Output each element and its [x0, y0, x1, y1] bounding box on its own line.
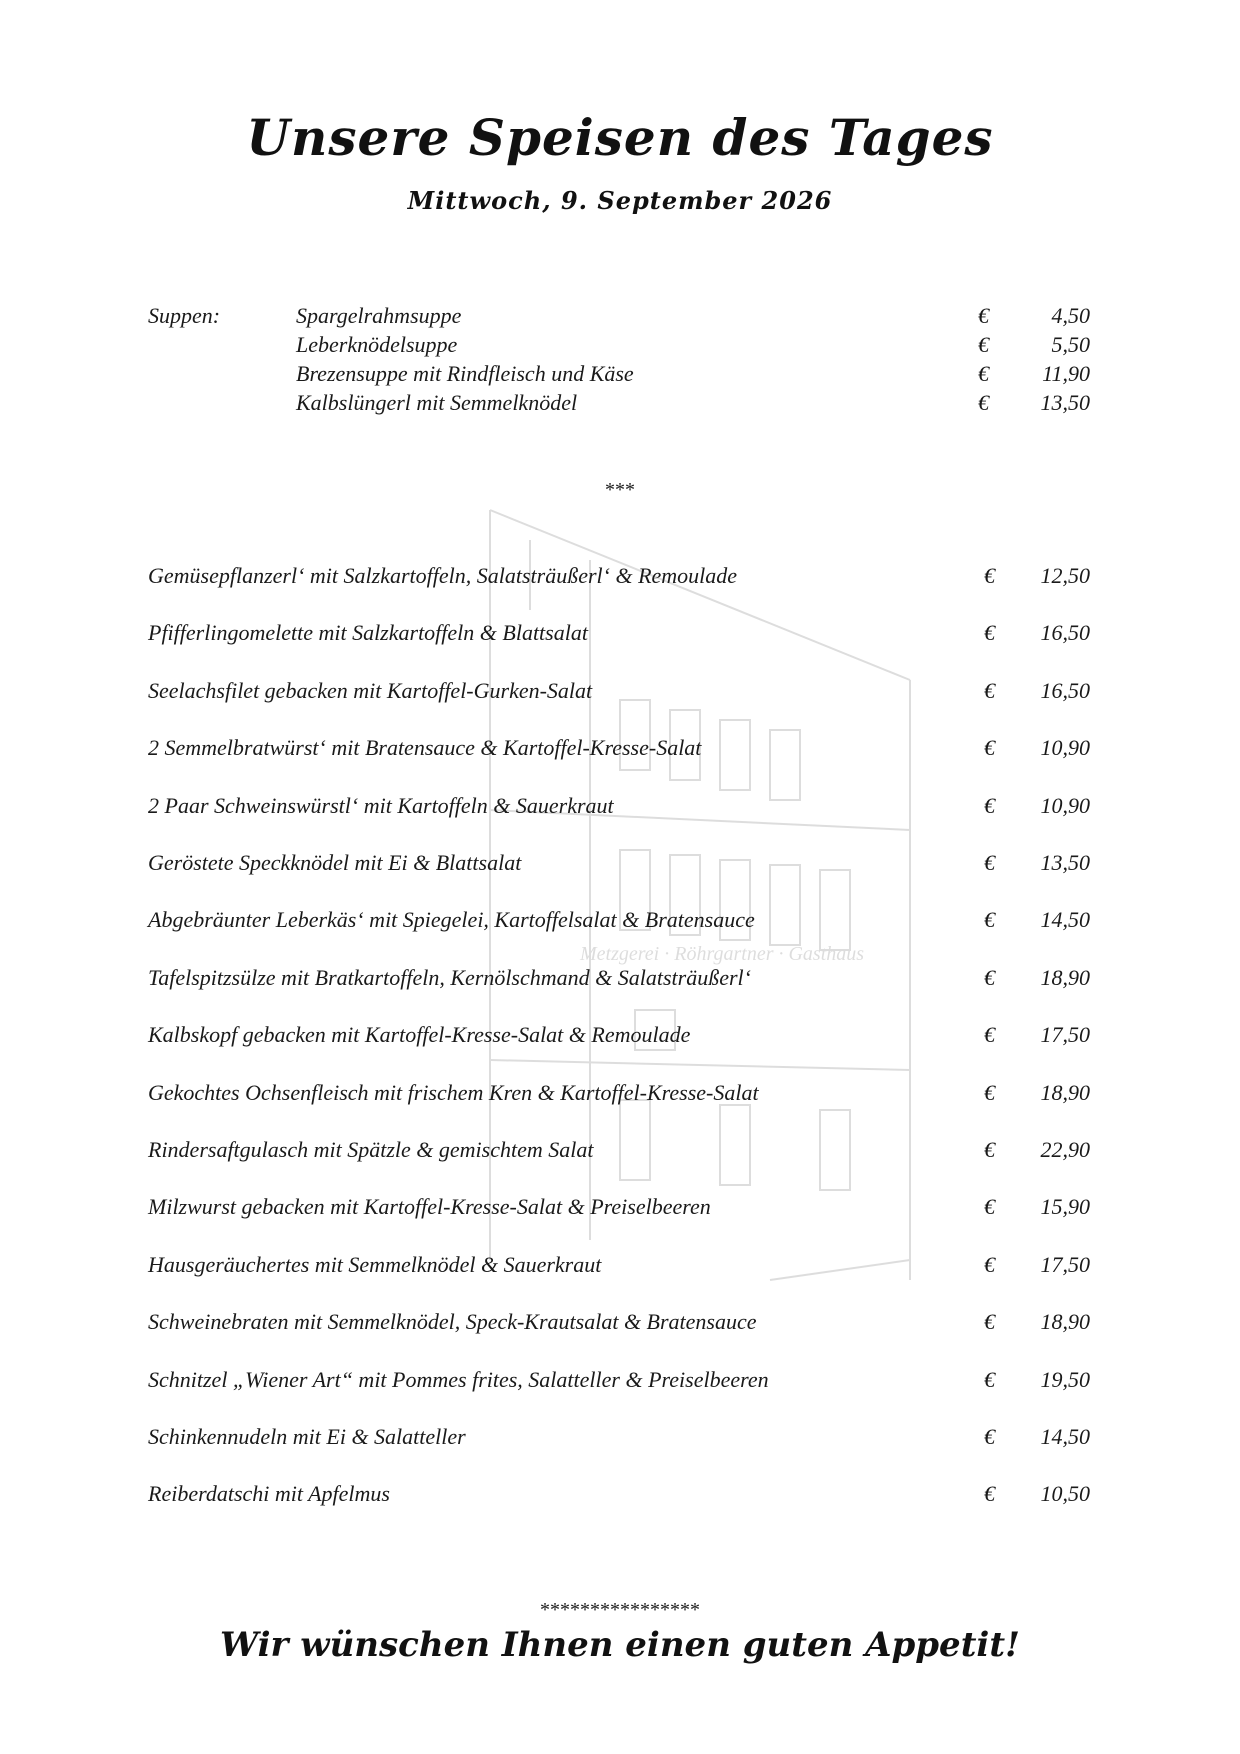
- dish-price: 17,50: [1040, 1252, 1090, 1277]
- currency-symbol: €: [984, 850, 995, 875]
- dish-row: [0, 791, 1240, 821]
- dish-name: Rindersaftgulasch mit Spätzle & gemischtem Salat: [148, 1137, 594, 1162]
- dish-name: Geröstete Speckknödel mit Ei & Blattsalat: [148, 850, 522, 875]
- dish-name: Schweinebraten mit Semmelknödel, Speck-Krautsalat & Bratensauce: [148, 1309, 757, 1334]
- dish-row: [0, 1135, 1240, 1165]
- currency-symbol: €: [984, 1424, 995, 1449]
- dish-row: [0, 1422, 1240, 1452]
- soup-price: 11,90: [1042, 361, 1090, 386]
- closing-message: Wir wünschen Ihnen einen guten Appetit!: [220, 1625, 1020, 1665]
- dish-price: 18,90: [1040, 1080, 1090, 1105]
- currency-symbol: €: [978, 303, 989, 328]
- dish-price: 10,90: [1040, 793, 1090, 818]
- dish-price: 10,90: [1040, 735, 1090, 760]
- dish-price: 13,50: [1040, 850, 1090, 875]
- dish-name: Abgebräunter Leberkäs‘ mit Spiegelei, Kartoffelsalat & Bratensauce: [148, 907, 755, 932]
- dish-name: Gemüsepflanzerl‘ mit Salzkartoffeln, Salatsträußerl‘ & Remoulade: [148, 563, 738, 588]
- currency-symbol: €: [984, 1252, 995, 1277]
- section-separator: ***: [605, 479, 635, 501]
- currency-symbol: €: [984, 620, 995, 645]
- soup-name: Spargelrahmsuppe: [296, 303, 462, 328]
- dish-name: Hausgeräuchertes mit Semmelknödel & Sauerkraut: [148, 1252, 602, 1277]
- soups-label: Suppen:: [148, 303, 221, 328]
- soup-row: [0, 301, 1240, 331]
- soup-name: Kalbslüngerl mit Semmelknödel: [296, 390, 578, 415]
- currency-symbol: €: [984, 965, 995, 990]
- dish-row: [0, 676, 1240, 706]
- dish-price: 14,50: [1040, 907, 1090, 932]
- dish-price: 18,90: [1040, 1309, 1090, 1334]
- currency-symbol: €: [984, 907, 995, 932]
- dish-name: Kalbskopf gebacken mit Kartoffel-Kresse-Salat & Remoulade: [148, 1022, 691, 1047]
- currency-symbol: €: [984, 793, 995, 818]
- dish-price: 10,50: [1040, 1481, 1090, 1506]
- dish-name: Tafelspitzsülze mit Bratkartoffeln, Kernölschmand & Salatsträußerl‘: [148, 965, 751, 990]
- dish-price: 22,90: [1040, 1137, 1090, 1162]
- dish-name: 2 Paar Schweinswürstl‘ mit Kartoffeln & Sauerkraut: [148, 793, 614, 818]
- dish-name: Schinkennudeln mit Ei & Salatteller: [148, 1424, 466, 1449]
- dish-row: [0, 1307, 1240, 1337]
- dish-price: 18,90: [1040, 965, 1090, 990]
- currency-symbol: €: [984, 735, 995, 760]
- dish-price: 19,50: [1040, 1367, 1090, 1392]
- dish-price: 16,50: [1040, 620, 1090, 645]
- dish-row: [0, 618, 1240, 648]
- dish-name: Pfifferlingomelette mit Salzkartoffeln & Blattsalat: [148, 620, 588, 645]
- soup-price: 5,50: [1051, 332, 1090, 357]
- dish-row: [0, 963, 1240, 993]
- dish-price: 17,50: [1040, 1022, 1090, 1047]
- currency-symbol: €: [984, 563, 995, 588]
- menu-date: Mittwoch, 9. September 2026: [407, 186, 833, 215]
- dish-price: 12,50: [1040, 563, 1090, 588]
- dish-row: [0, 1078, 1240, 1108]
- dish-row: [0, 1365, 1240, 1395]
- soup-name: Leberknödelsuppe: [296, 332, 458, 357]
- currency-symbol: €: [984, 1194, 995, 1219]
- dish-row: [0, 561, 1240, 591]
- soup-row: [0, 388, 1240, 418]
- currency-symbol: €: [984, 678, 995, 703]
- dish-row: [0, 1479, 1240, 1509]
- dish-name: Reiberdatschi mit Apfelmus: [148, 1481, 390, 1506]
- dish-row: [0, 1250, 1240, 1280]
- page-title: Unsere Speisen des Tages: [246, 108, 994, 167]
- soup-row: [0, 330, 1240, 360]
- dish-price: 14,50: [1040, 1424, 1090, 1449]
- dish-name: Schnitzel „Wiener Art“ mit Pommes frites, Salatteller & Preiselbeeren: [148, 1367, 769, 1392]
- dish-price: 16,50: [1040, 678, 1090, 703]
- currency-symbol: €: [978, 361, 989, 386]
- currency-symbol: €: [984, 1022, 995, 1047]
- dish-name: Seelachsfilet gebacken mit Kartoffel-Gurken-Salat: [148, 678, 593, 703]
- currency-symbol: €: [984, 1481, 995, 1506]
- dish-row: [0, 733, 1240, 763]
- currency-symbol: €: [984, 1309, 995, 1334]
- soup-price: 13,50: [1040, 390, 1090, 415]
- dish-row: [0, 1020, 1240, 1050]
- dish-row: [0, 1192, 1240, 1222]
- footer-separator: ****************: [540, 1599, 700, 1621]
- currency-symbol: €: [978, 390, 989, 415]
- currency-symbol: €: [984, 1080, 995, 1105]
- dish-name: Gekochtes Ochsenfleisch mit frischem Kren & Kartoffel-Kresse-Salat: [148, 1080, 759, 1105]
- soup-price: 4,50: [1051, 303, 1090, 328]
- dish-name: Milzwurst gebacken mit Kartoffel-Kresse-Salat & Preiselbeeren: [148, 1194, 711, 1219]
- currency-symbol: €: [984, 1137, 995, 1162]
- soup-row: [0, 359, 1240, 389]
- watermark-sign-text: Metzgerei · Röhrgartner · Gasthaus: [580, 943, 865, 965]
- dish-row: [0, 848, 1240, 878]
- soup-name: Brezensuppe mit Rindfleisch und Käse: [296, 361, 634, 386]
- dish-row: [0, 905, 1240, 935]
- currency-symbol: €: [984, 1367, 995, 1392]
- currency-symbol: €: [978, 332, 989, 357]
- dish-name: 2 Semmelbratwürst‘ mit Bratensauce & Kartoffel-Kresse-Salat: [148, 735, 702, 760]
- dish-price: 15,90: [1040, 1194, 1090, 1219]
